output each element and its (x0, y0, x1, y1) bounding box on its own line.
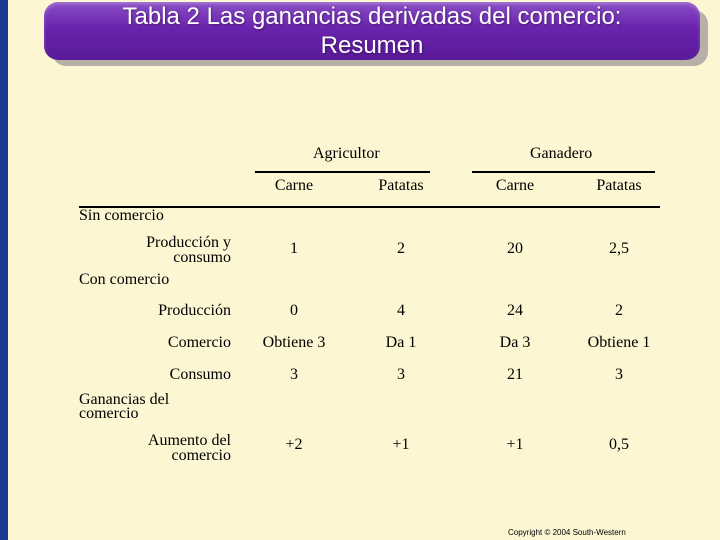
cell-aumento-agr-carne: +2 (285, 436, 303, 453)
copyright-notice: Copyright © 2004 South-Western (508, 528, 626, 537)
cell-produccion-agr-carne: 0 (290, 302, 298, 319)
left-accent-band (0, 0, 8, 540)
group-rule-agricultor (255, 171, 430, 173)
cell-consumo-agr-patatas: 3 (397, 366, 405, 383)
row-label-consumo: Consumo (169, 366, 231, 383)
group-rule-ganadero (472, 171, 655, 173)
cell-comercio-gan-carne: Da 3 (499, 334, 531, 351)
section-label-line: Ganancias del (79, 391, 170, 408)
column-header-ganadero-patatas: Patatas (596, 177, 642, 194)
slide-title-line1: Tabla 2 Las ganancias derivadas del comercio: (122, 3, 622, 30)
cell-consumo-gan-patatas: 3 (615, 366, 623, 383)
cell-produccion-consumo-gan-carne: 20 (507, 240, 523, 257)
row-label-comercio: Comercio (167, 334, 231, 351)
column-header-ganadero-carne: Carne (495, 177, 535, 194)
row-label-line: consumo (173, 249, 231, 266)
row-label-line: Producción y (146, 234, 231, 251)
group-header-ganadero: Ganadero (530, 145, 593, 162)
row-label-produccion: Producción (158, 302, 231, 319)
cell-aumento-agr-patatas: +1 (392, 436, 410, 453)
header-rule (79, 206, 660, 208)
cell-produccion-agr-patatas: 4 (397, 302, 405, 319)
cell-aumento-gan-patatas: 0,5 (609, 436, 629, 453)
cell-produccion-gan-carne: 24 (507, 302, 523, 319)
row-label-line: Aumento del (147, 432, 231, 449)
row-label-line: comercio (171, 447, 231, 464)
slide-title-line2: Resumen (320, 32, 424, 59)
cell-comercio-agr-carne: Obtiene 3 (262, 334, 326, 351)
section-label-line: comercio (79, 405, 139, 422)
section-sin-comercio: Sin comercio (79, 207, 164, 224)
row-label-aumento-del-comercio (148, 433, 231, 463)
group-header-agricultor: Agricultor (313, 145, 380, 162)
slide-title (44, 2, 700, 60)
section-ganancias-del-comercio (79, 393, 169, 421)
column-header-agricultor-carne: Carne (274, 177, 314, 194)
column-header-agricultor-patatas: Patatas (378, 177, 424, 194)
cell-produccion-gan-patatas: 2 (615, 302, 623, 319)
cell-produccion-consumo-agr-carne: 1 (290, 240, 298, 257)
cell-aumento-gan-carne: +1 (506, 436, 524, 453)
cell-consumo-gan-carne: 21 (507, 366, 523, 383)
section-con-comercio: Con comercio (79, 271, 170, 288)
row-label-produccion-consumo (146, 235, 231, 265)
cell-produccion-consumo-gan-patatas: 2,5 (609, 240, 629, 257)
cell-produccion-consumo-agr-patatas: 2 (397, 240, 405, 257)
cell-consumo-agr-carne: 3 (290, 366, 298, 383)
cell-comercio-gan-patatas: Obtiene 1 (587, 334, 651, 351)
cell-comercio-agr-patatas: Da 1 (385, 334, 417, 351)
